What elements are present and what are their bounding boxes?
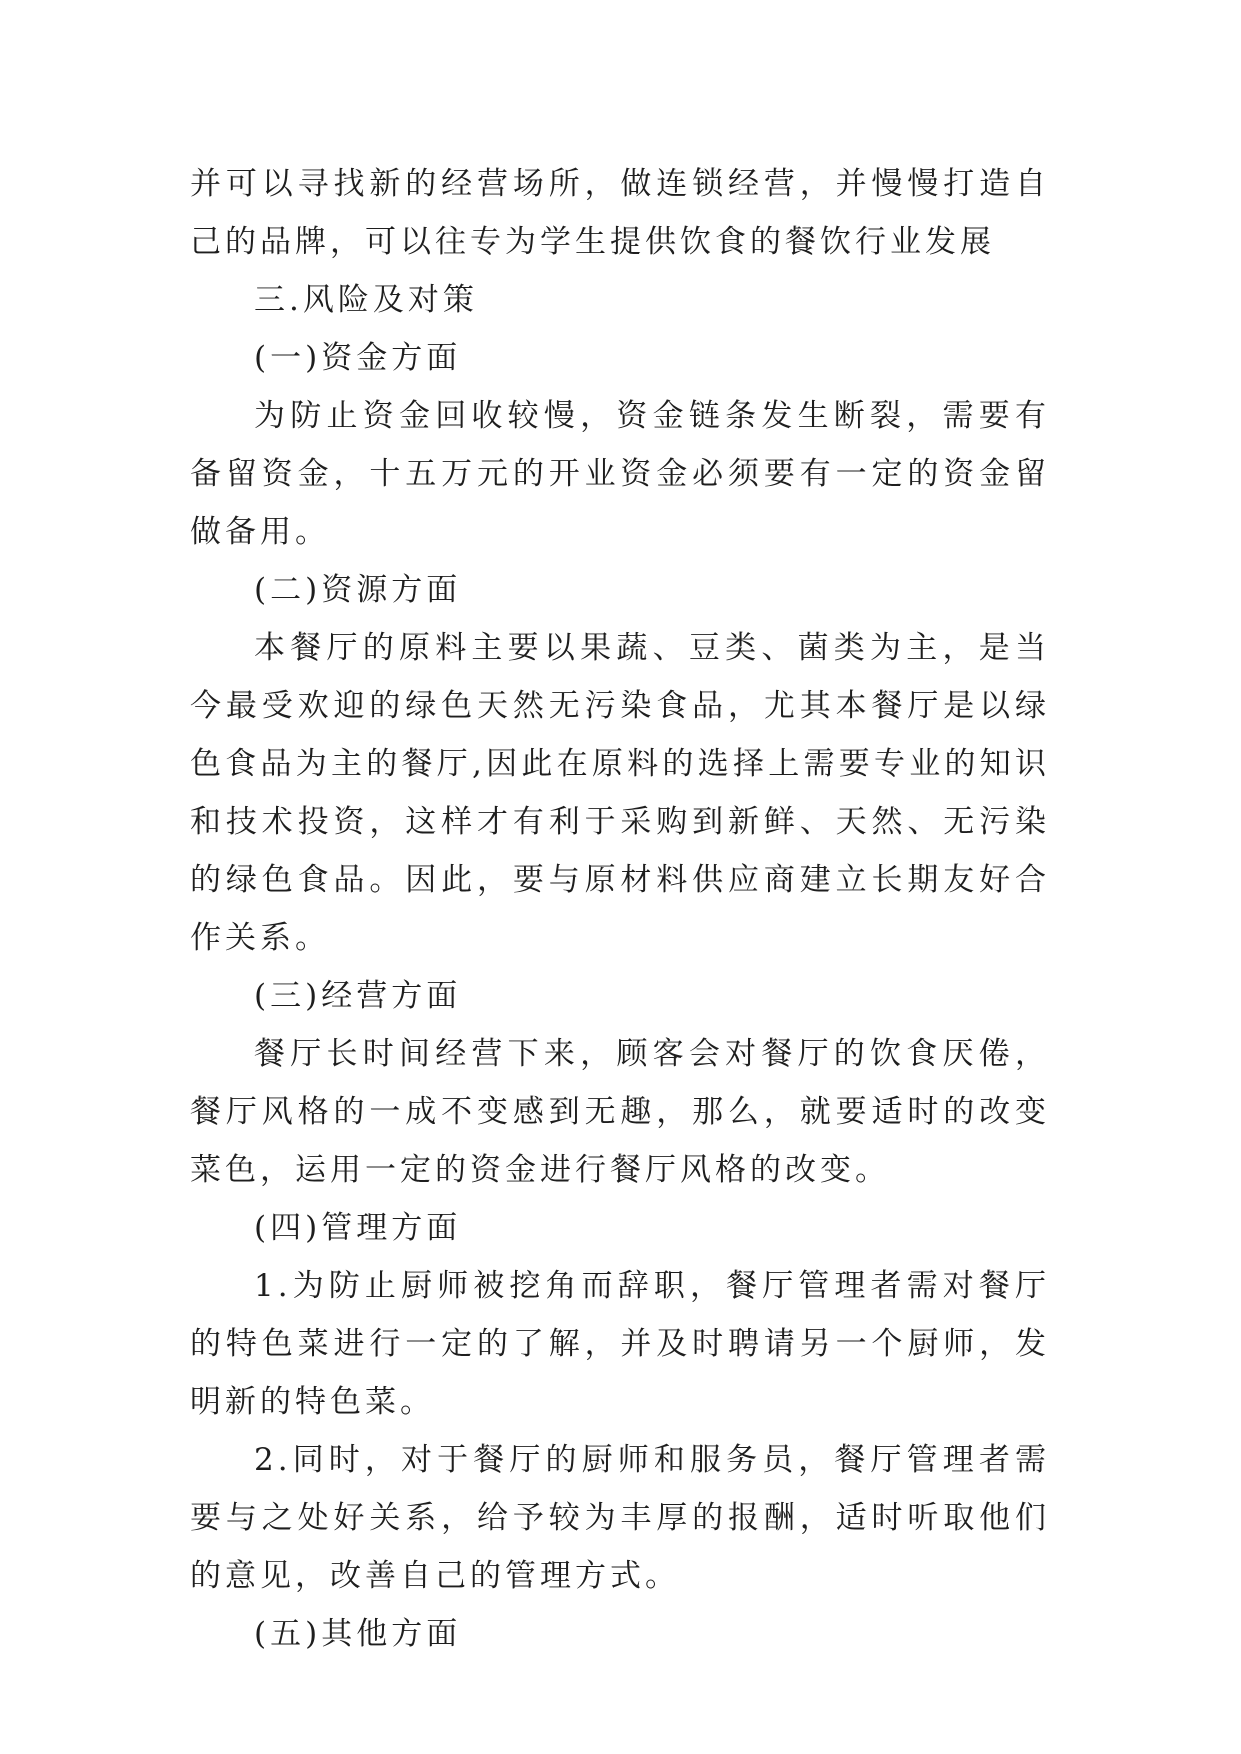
paragraph-funds: 为防止资金回收较慢，资金链条发生断裂，需要有备留资金，十五万元的开业资金必须要有一定的资金留做备用。 — [190, 398, 1050, 550]
document-body — [190, 155, 1050, 1663]
section-heading-risks: 三.风险及对策 — [254, 282, 478, 318]
paragraph-management-2: 2.同时，对于餐厅的厨师和服务员，餐厅管理者需要与之处好关系，给予较为丰厚的报酬，适时听取他们的意见，改善自己的管理方式。 — [190, 1442, 1050, 1594]
subheading-other: (五)其他方面 — [254, 1616, 462, 1652]
paragraph-resources: 本餐厅的原料主要以果蔬、豆类、菌类为主，是当今最受欢迎的绿色天然无污染食品，尤其本餐厅是以绿色食品为主的餐厅,因此在原料的选择上需要专业的知识和技术投资，这样才有利于采购到新鲜、天然、无污染的绿色食品。因此，要与原材料供应商建立长期友好合作关系。 — [190, 630, 1050, 956]
subheading-resources: (二)资源方面 — [254, 572, 462, 608]
paragraph-continuation: 并可以寻找新的经营场所，做连锁经营，并慢慢打造自己的品牌，可以往专为学生提供饮食的餐饮行业发展 — [190, 166, 1050, 260]
subheading-management: (四)管理方面 — [254, 1210, 462, 1246]
paragraph-operations: 餐厅长时间经营下来，顾客会对餐厅的饮食厌倦，餐厅风格的一成不变感到无趣，那么，就要适时的改变菜色，运用一定的资金进行餐厅风格的改变。 — [190, 1036, 1050, 1188]
subheading-operations: (三)经营方面 — [254, 978, 462, 1014]
subheading-funds: (一)资金方面 — [254, 340, 462, 376]
paragraph-management-1: 1.为防止厨师被挖角而辞职，餐厅管理者需对餐厅的特色菜进行一定的了解，并及时聘请另一个厨师，发明新的特色菜。 — [190, 1268, 1050, 1420]
